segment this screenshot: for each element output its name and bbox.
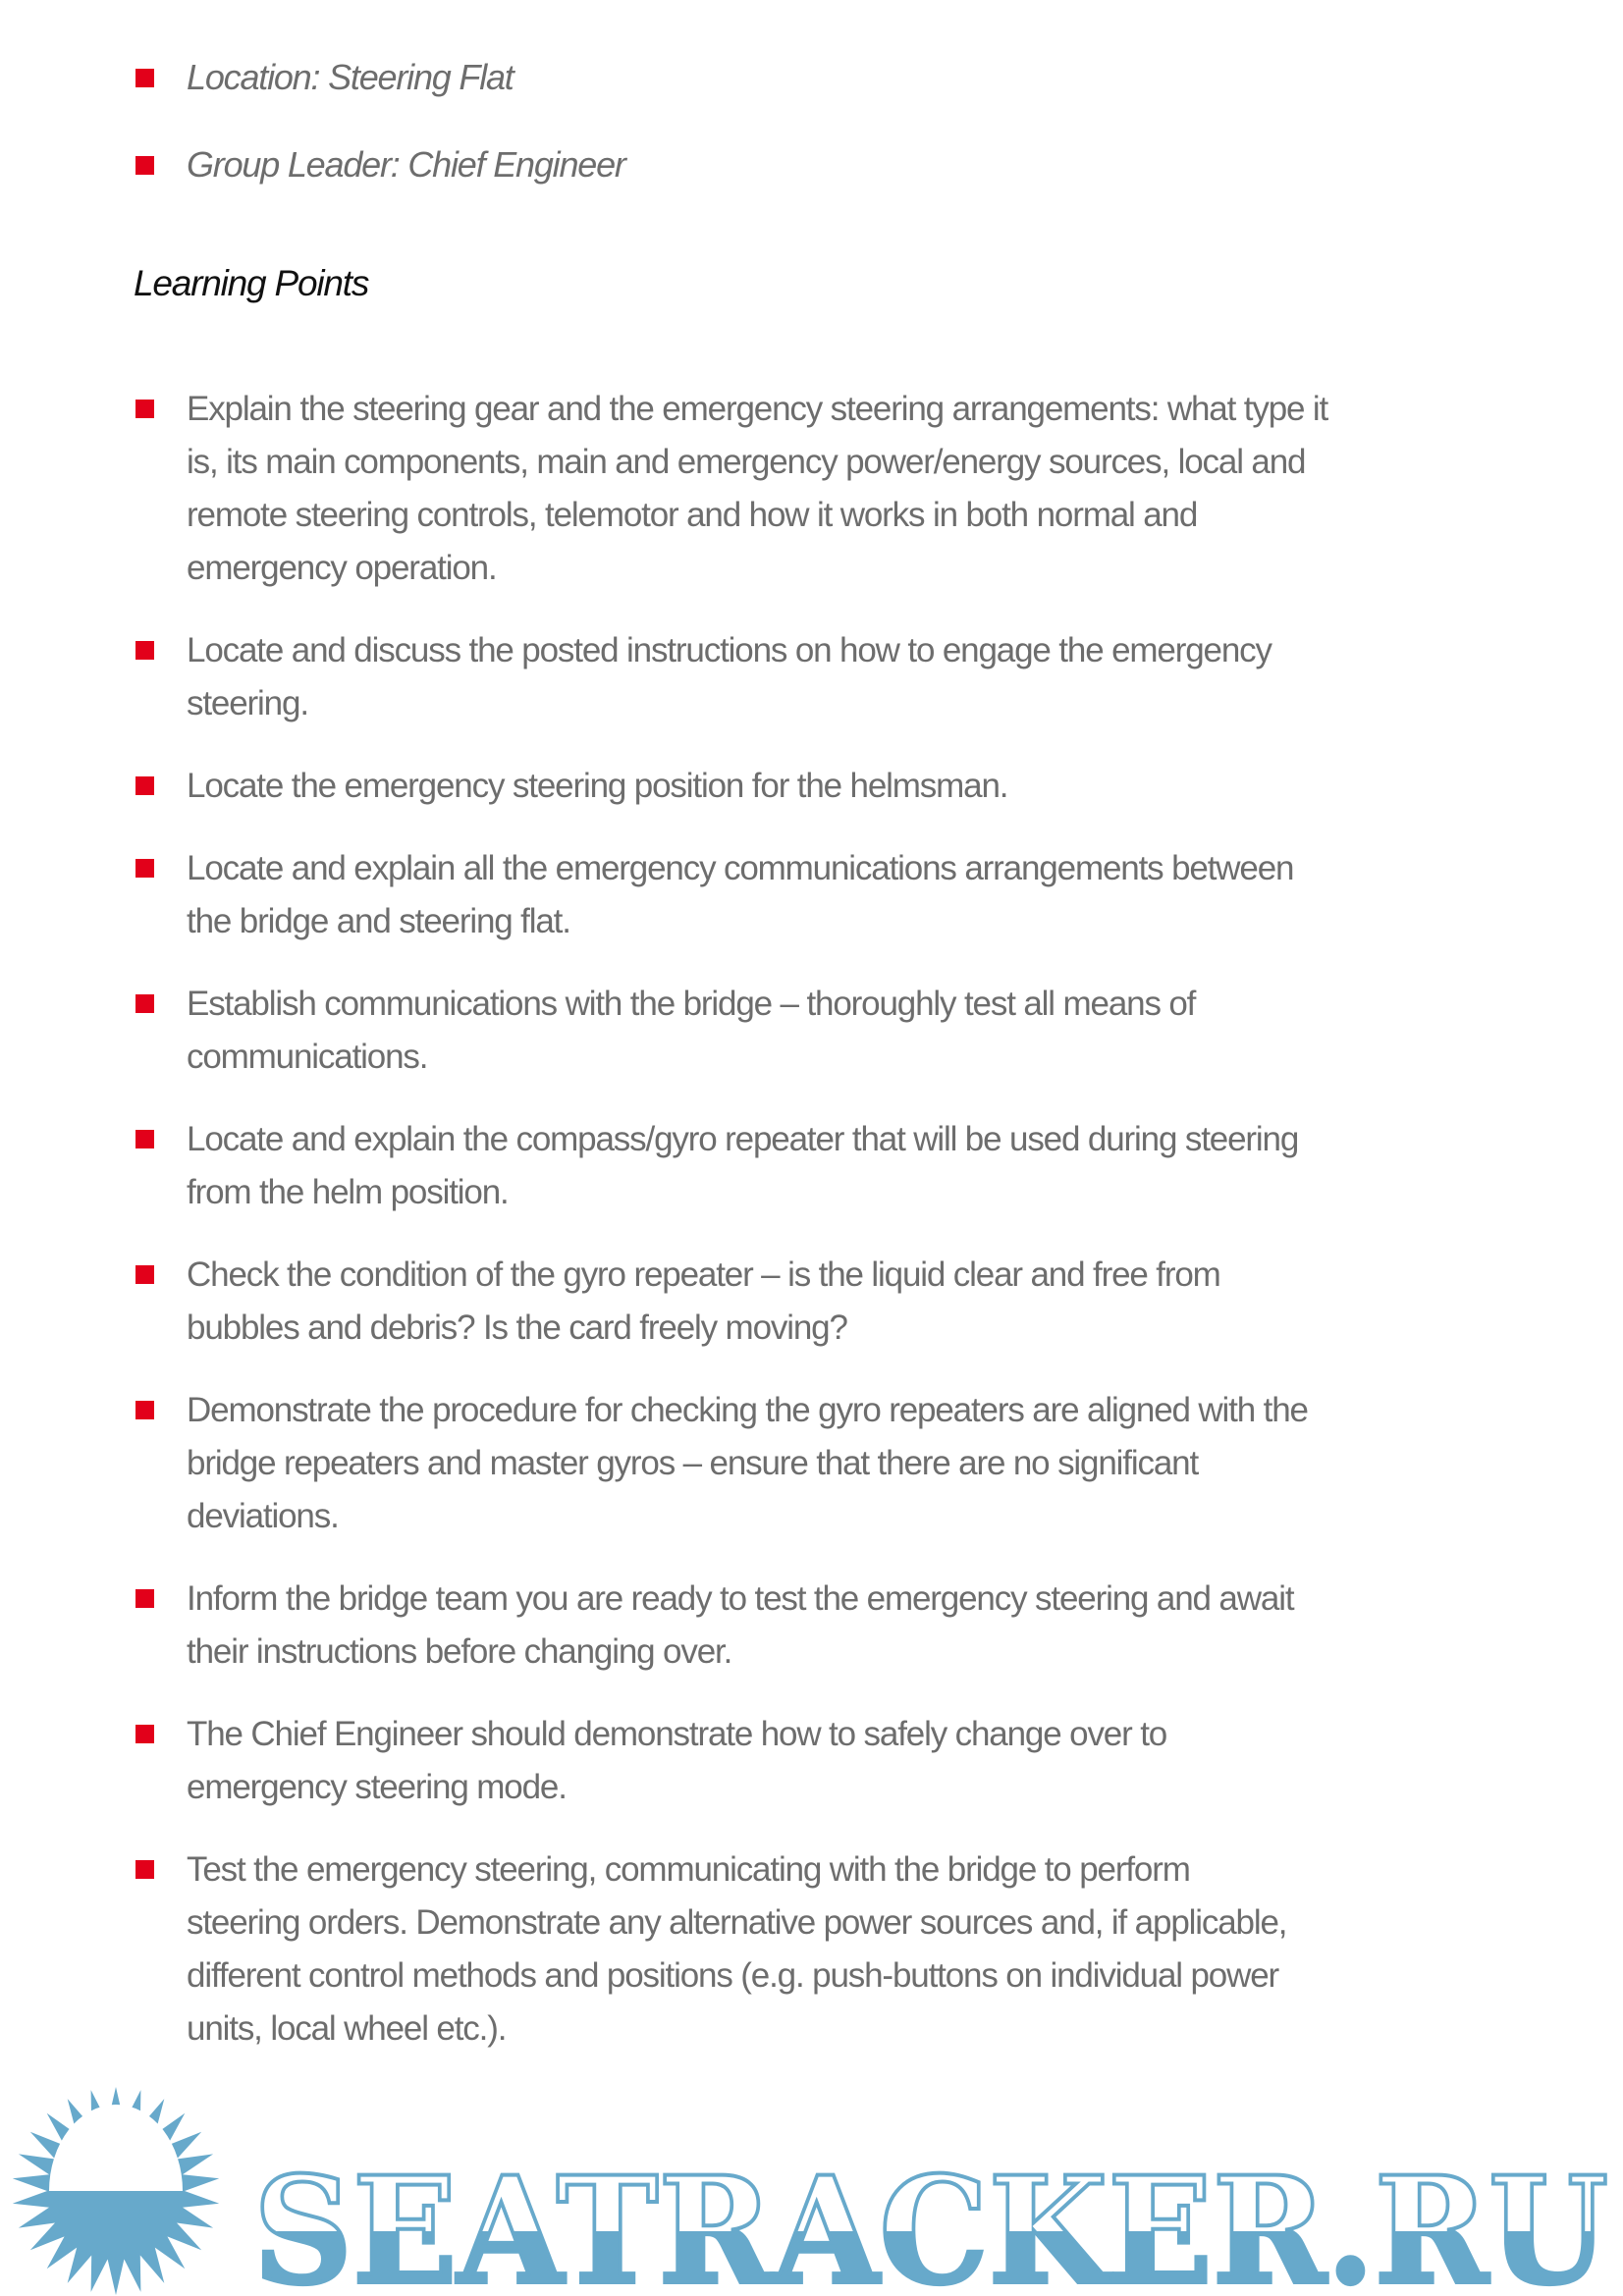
text-line: their instructions before changing over. <box>187 1632 732 1671</box>
text-line: deviations. <box>187 1497 339 1535</box>
list-item-text <box>187 1843 1623 2056</box>
group-leader-text: Group Leader: Chief Engineer <box>187 144 625 185</box>
text-line: Establish communications with the bridge – thoroughly test all means of <box>187 985 1196 1023</box>
text-line: Demonstrate the procedure for checking the gyro repeaters are aligned with the <box>187 1391 1308 1429</box>
text-line: Locate the emergency steering position for the helmsman. <box>187 767 1008 805</box>
text-line: Locate and explain the compass/gyro repeater that will be used during steering <box>187 1120 1299 1158</box>
text-line: Explain the steering gear and the emergency steering arrangements: what type it <box>187 390 1328 428</box>
text-line: Locate and explain all the emergency communications arrangements between <box>187 849 1294 887</box>
bullet-icon <box>135 1725 154 1743</box>
text-line: Test the emergency steering, communicating with the bridge to perform <box>187 1850 1190 1889</box>
bullet-icon <box>135 1401 154 1419</box>
text-line: steering orders. Demonstrate any alternative power sources and, if applicable, <box>187 1903 1287 1942</box>
learning-points-list <box>0 383 1623 2085</box>
list-item <box>0 978 1623 1084</box>
text-line: from the helm position. <box>187 1173 509 1211</box>
list-item-text <box>187 1113 1623 1219</box>
text-line: the bridge and steering flat. <box>187 902 570 940</box>
bullet-icon <box>135 69 154 87</box>
list-item-text <box>187 383 1623 595</box>
list-item-text <box>187 978 1623 1084</box>
text-line: The Chief Engineer should demonstrate how to safely change over to <box>187 1715 1167 1753</box>
list-item-text <box>187 1573 1623 1679</box>
section-heading: Learning Points <box>134 263 369 303</box>
list-item <box>0 760 1623 813</box>
bullet-icon <box>135 400 154 418</box>
text-line: steering. <box>187 684 308 722</box>
list-item <box>0 1708 1623 1814</box>
list-item <box>0 1113 1623 1219</box>
text-line: Locate and discuss the posted instructions on how to engage the emergency <box>187 631 1271 669</box>
bullet-icon <box>135 859 154 878</box>
bullet-icon <box>135 1265 154 1284</box>
bullet-icon <box>135 1130 154 1148</box>
sun-logo-icon <box>13 2087 219 2295</box>
list-item <box>0 624 1623 730</box>
list-item <box>0 842 1623 948</box>
text-line: Inform the bridge team you are ready to test the emergency steering and await <box>187 1579 1294 1618</box>
location-text: Location: Steering Flat <box>187 57 514 97</box>
text-line: bubbles and debris? Is the card freely moving? <box>187 1308 847 1347</box>
text-line: emergency steering mode. <box>187 1768 567 1806</box>
list-item <box>0 1249 1623 1355</box>
list-item-text <box>187 1249 1623 1355</box>
list-item <box>0 1384 1623 1543</box>
watermark-text: SEATRACKER.RU <box>253 2145 1608 2296</box>
bullet-icon <box>135 641 154 660</box>
text-line: different control methods and positions (e.g. push-buttons on individual power <box>187 1956 1279 1995</box>
list-item <box>0 1573 1623 1679</box>
list-item-text <box>187 624 1623 730</box>
list-item-text <box>187 1708 1623 1814</box>
bullet-icon <box>135 994 154 1013</box>
text-line: emergency operation. <box>187 549 497 587</box>
text-line: remote steering controls, telemotor and how it works in both normal and <box>187 496 1198 534</box>
seatracker-watermark <box>0 2081 1623 2296</box>
sun-dome-icon <box>49 2105 183 2191</box>
text-line: Check the condition of the gyro repeater – is the liquid clear and free from <box>187 1255 1220 1294</box>
bullet-icon <box>135 1589 154 1608</box>
text-line: bridge repeaters and master gyros – ensure that there are no significant <box>187 1444 1199 1482</box>
list-item-text <box>187 1384 1623 1543</box>
list-item-text <box>187 760 1623 813</box>
bullet-icon <box>135 1860 154 1879</box>
list-item <box>0 383 1623 595</box>
bullet-icon <box>135 156 154 175</box>
list-item <box>0 1843 1623 2056</box>
list-item-text <box>187 842 1623 948</box>
text-line: communications. <box>187 1038 428 1076</box>
text-line: is, its main components, main and emergency power/energy sources, local and <box>187 443 1306 481</box>
bullet-icon <box>135 776 154 795</box>
text-line: units, local wheel etc.). <box>187 2009 507 2048</box>
